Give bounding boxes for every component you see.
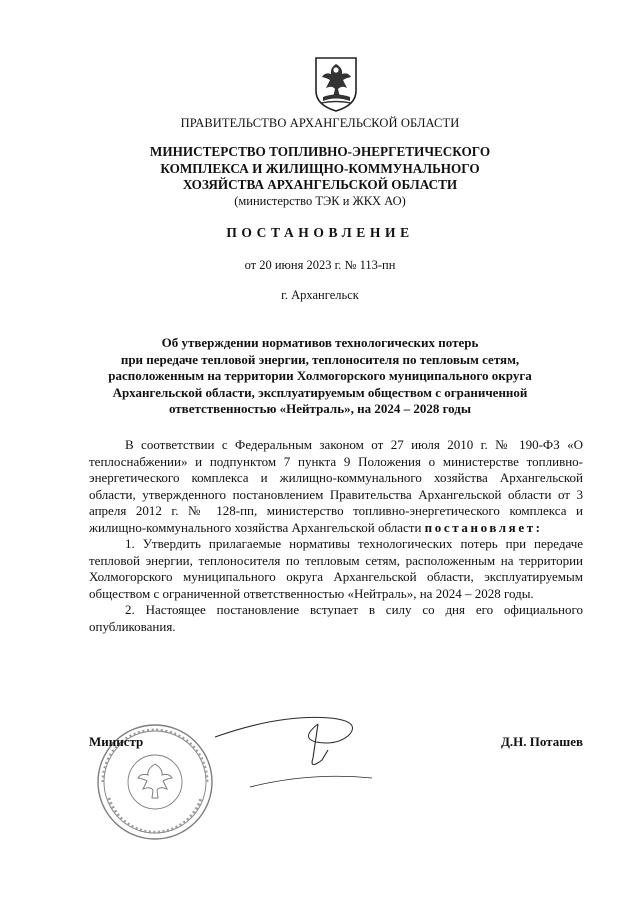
item-2-paragraph: 2. Настоящее постановление вступает в силу со дня его официального опубликования.: [89, 602, 583, 634]
government-name: ПРАВИТЕЛЬСТВО АРХАНГЕЛЬСКОЙ ОБЛАСТИ: [180, 116, 460, 130]
document-title: [0, 335, 640, 418]
preamble-paragraph: [89, 437, 583, 536]
resolves-word: постановляет:: [424, 519, 543, 535]
document-date-number: от 20 июня 2023 г. № 113-пн: [244, 258, 396, 272]
item-1-paragraph: 1. Утвердить прилагаемые нормативы технологических потерь при передаче тепловой энергии, теплоносителя по тепловым сетям, расположенным на территории Холмогорского муниципального округа Архангельской области, эксплуатируемым обществом с ограниченной ответственностью «Нейтраль», на 2024 – 2028 годы.: [89, 536, 583, 601]
document-body: [89, 437, 583, 635]
ministry-abbreviation: (министерство ТЭК и ЖКХ АО): [234, 194, 406, 208]
preamble-text: В соответствии с Федеральным законом от 27 июля 2010 г. № 190-ФЗ «О теплоснабжении» и подпунктом 7 пункта 9 Положения о министерстве топливно-энергетического комплекса и жилищно-коммунального хозяйства Архангельской области, утвержденного постановлением Правительства Архангельской области от 3 апреля 2012 г. № 128-пп, министерство топливно-энергетического комплекса и жилищно-коммунального хозяйства Архангельской области: [89, 437, 583, 535]
title-line: расположенным на территории Холмогорского муниципального округа: [108, 368, 532, 383]
title-line: Архангельской области, эксплуатируемым обществом с ограниченной: [112, 384, 528, 400]
ministry-line: КОМПЛЕКСА И ЖИЛИЩНО-КОММУНАЛЬНОГО: [160, 160, 480, 176]
signer-name: Д.Н. Поташев: [500, 734, 583, 749]
title-line: при передаче тепловой энергии, теплоносителя по тепловым сетям,: [120, 351, 520, 367]
title-line: ответственностью «Нейтраль», на 2024 – 2028 годы: [168, 401, 472, 416]
document-city: г. Архангельск: [281, 288, 359, 302]
ministry-name: [0, 144, 640, 194]
coat-of-arms-icon: [313, 55, 359, 113]
ministry-line: ХОЗЯЙСТВА АРХАНГЕЛЬСКОЙ ОБЛАСТИ: [182, 177, 458, 192]
handwritten-signature: [210, 712, 380, 802]
title-line: Об утверждении нормативов технологических потерь: [161, 335, 479, 350]
signer-position: Министр: [89, 734, 144, 749]
document-type: ПОСТАНОВЛЕНИЕ: [226, 225, 414, 240]
ministry-line: МИНИСТЕРСТВО ТОПЛИВНО-ЭНЕРГЕТИЧЕСКОГО: [149, 144, 491, 159]
